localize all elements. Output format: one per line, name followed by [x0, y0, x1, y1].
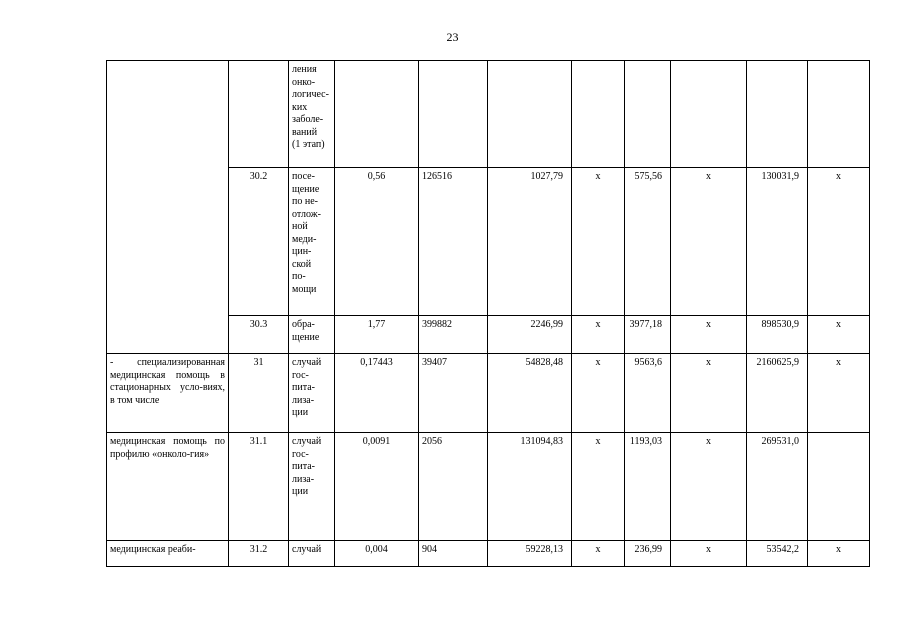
- row-name-cell: медицинская реаби-: [107, 541, 229, 567]
- row-number-cell: 31.2: [229, 541, 289, 567]
- page-number: 23: [446, 30, 459, 44]
- value-cell: 898530,9: [747, 316, 808, 354]
- row-number-cell: [229, 61, 289, 168]
- value-cell: 39407: [419, 354, 488, 433]
- value-cell: [625, 61, 671, 168]
- value-cell: 2246,99: [488, 316, 572, 354]
- data-table: [106, 60, 870, 567]
- value-cell: х: [572, 354, 625, 433]
- value-cell: 0,004: [335, 541, 419, 567]
- value-cell: 904: [419, 541, 488, 567]
- value-cell: [335, 61, 419, 168]
- value-cell: 0,0091: [335, 433, 419, 541]
- value-cell: 131094,83: [488, 433, 572, 541]
- value-cell: [488, 61, 572, 168]
- value-cell: 399882: [419, 316, 488, 354]
- value-cell: 1,77: [335, 316, 419, 354]
- unit-cell: случай гос- пита- лиза- ции: [289, 433, 335, 541]
- value-cell: 0,17443: [335, 354, 419, 433]
- row-number-cell: 30.2: [229, 168, 289, 316]
- value-cell: х: [808, 541, 870, 567]
- unit-cell: случай гос- пита- лиза- ции: [289, 354, 335, 433]
- value-cell: [671, 61, 747, 168]
- value-cell: [572, 61, 625, 168]
- value-cell: х: [671, 316, 747, 354]
- value-cell: 0,56: [335, 168, 419, 316]
- table-row: [107, 61, 870, 168]
- value-cell: 54828,48: [488, 354, 572, 433]
- value-cell: 2160625,9: [747, 354, 808, 433]
- value-cell: 130031,9: [747, 168, 808, 316]
- value-cell: х: [572, 168, 625, 316]
- value-cell: 2056: [419, 433, 488, 541]
- value-cell: х: [671, 168, 747, 316]
- row-name-cell: - специализированная медицинская помощь в стационарных усло-виях, в том числе: [107, 354, 229, 433]
- unit-cell: случай: [289, 541, 335, 567]
- value-cell: 236,99: [625, 541, 671, 567]
- value-cell: [419, 61, 488, 168]
- value-cell: 53542,2: [747, 541, 808, 567]
- value-cell: х: [572, 316, 625, 354]
- unit-cell: обра- щение: [289, 316, 335, 354]
- value-cell: х: [808, 168, 870, 316]
- value-cell: [808, 433, 870, 541]
- value-cell: х: [808, 354, 870, 433]
- row-name-cell: медицинская помощь по профилю «онколо-гия»: [107, 433, 229, 541]
- value-cell: 9563,6: [625, 354, 671, 433]
- table-row: [107, 354, 870, 433]
- value-cell: х: [572, 541, 625, 567]
- value-cell: 59228,13: [488, 541, 572, 567]
- row-number-cell: 30.3: [229, 316, 289, 354]
- value-cell: 1027,79: [488, 168, 572, 316]
- value-cell: х: [671, 541, 747, 567]
- table-row: [107, 541, 870, 567]
- value-cell: 3977,18: [625, 316, 671, 354]
- value-cell: 126516: [419, 168, 488, 316]
- row-name-cell: [107, 61, 229, 354]
- value-cell: х: [671, 354, 747, 433]
- row-number-cell: 31.1: [229, 433, 289, 541]
- row-number-cell: 31: [229, 354, 289, 433]
- value-cell: 1193,03: [625, 433, 671, 541]
- value-cell: х: [808, 316, 870, 354]
- value-cell: х: [572, 433, 625, 541]
- unit-cell: посе- щение по не- отлож- ной меди- цин- ской по- мощи: [289, 168, 335, 316]
- unit-cell: ления онко- логичес- ких заболе- ваний (1 этап): [289, 61, 335, 168]
- value-cell: 269531,0: [747, 433, 808, 541]
- value-cell: [747, 61, 808, 168]
- value-cell: 575,56: [625, 168, 671, 316]
- value-cell: х: [671, 433, 747, 541]
- table-row: [107, 433, 870, 541]
- value-cell: [808, 61, 870, 168]
